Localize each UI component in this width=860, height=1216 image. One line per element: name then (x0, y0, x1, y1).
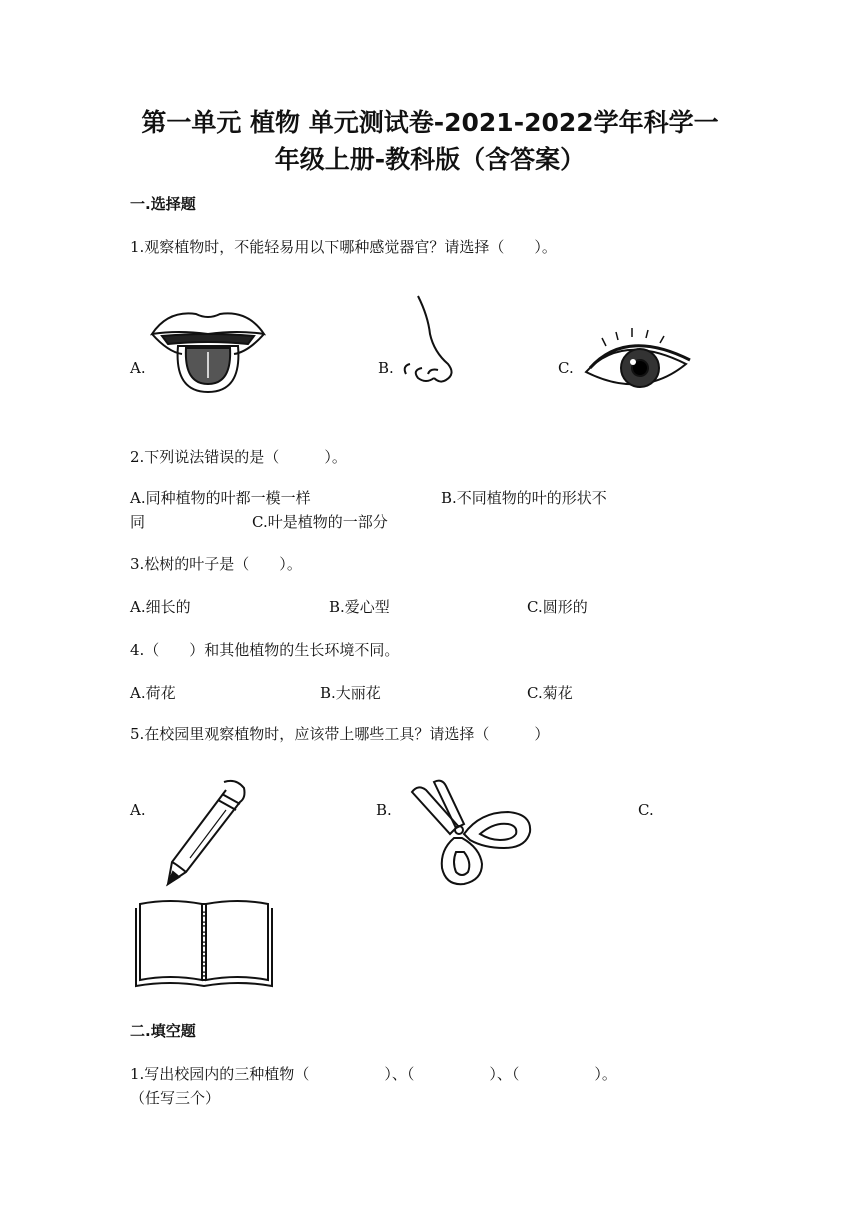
title-line-1: 第一单元 植物 单元测试卷-2021-2022学年科学一 (141, 108, 719, 137)
title-line-2: 年级上册-教科版（含答案） (274, 145, 586, 174)
q4-option-b: B.大丽花 (320, 684, 381, 702)
notebook-icon (134, 894, 274, 990)
q5-option-b-label: B. (376, 801, 392, 819)
question-5-text: 5.在校园里观察植物时，应该带上哪些工具？请选择（ ） (130, 725, 550, 743)
fill-question-1-text: 1.写出校园内的三种植物（ ）、（ ）、（ ）。 (130, 1065, 617, 1083)
question-2-text: 2.下列说法错误的是（ ）。 (130, 448, 347, 466)
section-heading-choice: 一.选择题 (130, 195, 196, 213)
q3-option-b: B.爱心型 (329, 598, 390, 616)
scissors-icon (404, 778, 540, 890)
q1-option-c-label: C. (558, 359, 574, 377)
question-3-text: 3.松树的叶子是（ ）。 (130, 555, 302, 573)
pencil-icon (160, 776, 250, 888)
q2-option-c: C.叶是植物的一部分 (252, 513, 388, 531)
nose-icon (400, 294, 460, 390)
q4-option-c: C.菊花 (527, 684, 573, 702)
q5-option-a-label: A. (130, 801, 146, 819)
q3-option-a: A.细长的 (130, 598, 191, 616)
q2-option-a: A.同种植物的叶都一模一样 (130, 489, 311, 507)
q2-option-b: B.不同植物的叶的形状不 (441, 489, 607, 507)
mouth-tongue-icon (148, 300, 268, 396)
question-4-text: 4.（ ）和其他植物的生长环境不同。 (130, 641, 400, 659)
fill-question-1-continued: （任写三个） (130, 1089, 221, 1107)
q1-option-b-label: B. (378, 359, 394, 377)
section-heading-fill-in: 二.填空题 (130, 1022, 196, 1040)
eye-icon (582, 328, 692, 398)
q2-option-b-continued: 同 (130, 513, 146, 531)
q3-option-c: C.圆形的 (527, 598, 588, 616)
q4-option-a: A.荷花 (130, 684, 176, 702)
question-1-text: 1.观察植物时，不能轻易用以下哪种感觉器官？请选择（ ）。 (130, 238, 557, 256)
q1-option-a-label: A. (130, 359, 146, 377)
q5-option-c-label: C. (638, 801, 654, 819)
document-title (120, 104, 740, 178)
